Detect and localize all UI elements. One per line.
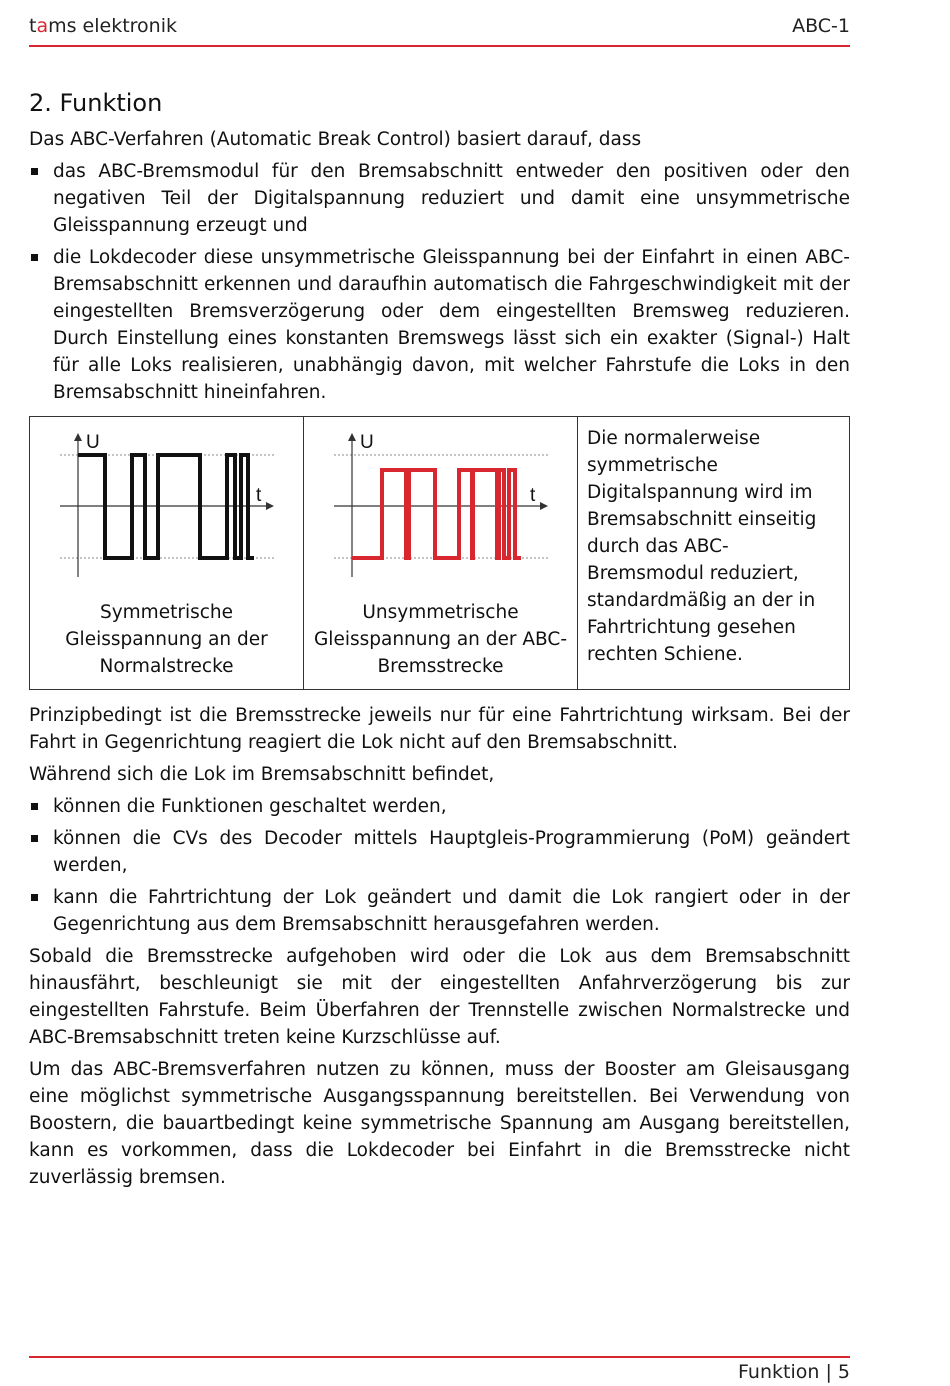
asymmetric-waveform-diagram [304,417,577,597]
section-title: 2. Funktion [29,89,163,117]
brand-part: ms elektronik [48,15,178,37]
list-item: das ABC-Bremsmodul für den Bremsabschnitt entweder den positiven oder den negativen Teil der Digitalspannung reduziert und damit eine unsymmetrische Gleisspannung erzeugt und [29,158,850,239]
t-axis-arrow [266,502,274,510]
asymmetric-waveform [352,470,521,558]
paragraph: Während sich die Lok im Bremsabschnitt befindet, [29,764,495,785]
list-item: kann die Fahrtrichtung der Lok geändert und damit die Lok rangiert oder in der Gegenrichtung aus dem Bremsabschnitt herausgefahren werden. [29,884,850,938]
bullet-list-2 [29,793,850,938]
symmetric-waveform-diagram [30,417,303,597]
u-axis-arrow [74,433,82,441]
t-axis-label: t [530,485,536,506]
brand-accent: a [36,15,49,37]
diagram-cell-symmetric [30,417,304,689]
page-footer [29,1356,850,1383]
bullet-list-1 [29,158,850,406]
u-axis-label: U [86,432,100,453]
paragraph: Um das ABC-Bremsverfahren nutzen zu können, muss der Booster am Gleisausgang eine möglichst symmetrische Ausgangsspannung bereitstellen. Bei Verwendung von Boostern, die bauartbedingt keine symmetrische Spannung am Ausgang bereitstellen, kann es vorkommen, dass die Lokdecoder bei Einfahrt in die Bremsstrecke nicht zuverlässig bremsen. [29,1059,850,1188]
list-item: können die Funktionen geschaltet werden, [29,793,850,820]
page-header [29,15,850,47]
diagram-description: Die normalerweise symmetrische Digitalspannung wird im Bremsabschnitt einseitig durch das ABC-Bremsmodul reduziert, standardmäßig an der in Fahrtrichtung gesehen rechten Schiene. [587,428,817,665]
brand-logo [29,15,177,37]
u-axis-label: U [360,432,374,453]
diagram-table [29,416,850,690]
page-content [29,86,850,1196]
list-item: können die CVs des Decoder mittels Hauptgleis-Programmierung (PoM) geändert werden, [29,825,850,879]
footer-page-label: Funktion | 5 [738,1361,850,1383]
document-id: ABC-1 [792,15,850,37]
list-item: die Lokdecoder diese unsymmetrische Gleisspannung bei der Einfahrt in einen ABC-Bremsabschnitt erkennen und daraufhin automatisch die Fahrgeschwindigkeit mit der eingestellten Bremsverzögerung oder dem eingestellten Bremsweg reduzieren. Durch Einstellung eines konstanten Bremswegs lässt sich ein exakter (Signal-) Halt für alle Loks realisieren, unabhängig davon, mit welcher Fahrstufe die Loks in den Bremsabschnitt hineinfahren. [29,244,850,406]
t-axis-label: t [256,485,262,506]
paragraph: Prinzipbedingt ist die Bremsstrecke jeweils nur für eine Fahrtrichtung wirksam. Bei der Fahrt in Gegenrichtung reagiert die Lok nicht auf den Bremsabschnitt. [29,705,850,753]
intro-paragraph: Das ABC-Verfahren (Automatic Break Control) basiert darauf, dass [29,129,642,150]
paragraph: Sobald die Bremsstrecke aufgehoben wird oder die Lok aus dem Bremsabschnitt hinausfährt, beschleunigt sie mit der eingestellten Anfahrverzögerung bis zur eingestellten Fahrstufe. Beim Überfahren der Trennstelle zwischen Normalstrecke und ABC-Bremsabschnitt treten keine Kurzschlüsse auf. [29,946,850,1048]
u-axis-arrow [348,433,356,441]
t-axis-arrow [540,502,548,510]
symmetric-caption: Symmetrische Gleisspannung an der Normalstrecke [65,602,268,677]
brand-part: t [29,15,37,37]
diagram-cell-asymmetric [304,417,578,689]
asymmetric-caption: Unsymmetrische Gleisspannung an der ABC-Bremsstrecke [313,602,568,677]
